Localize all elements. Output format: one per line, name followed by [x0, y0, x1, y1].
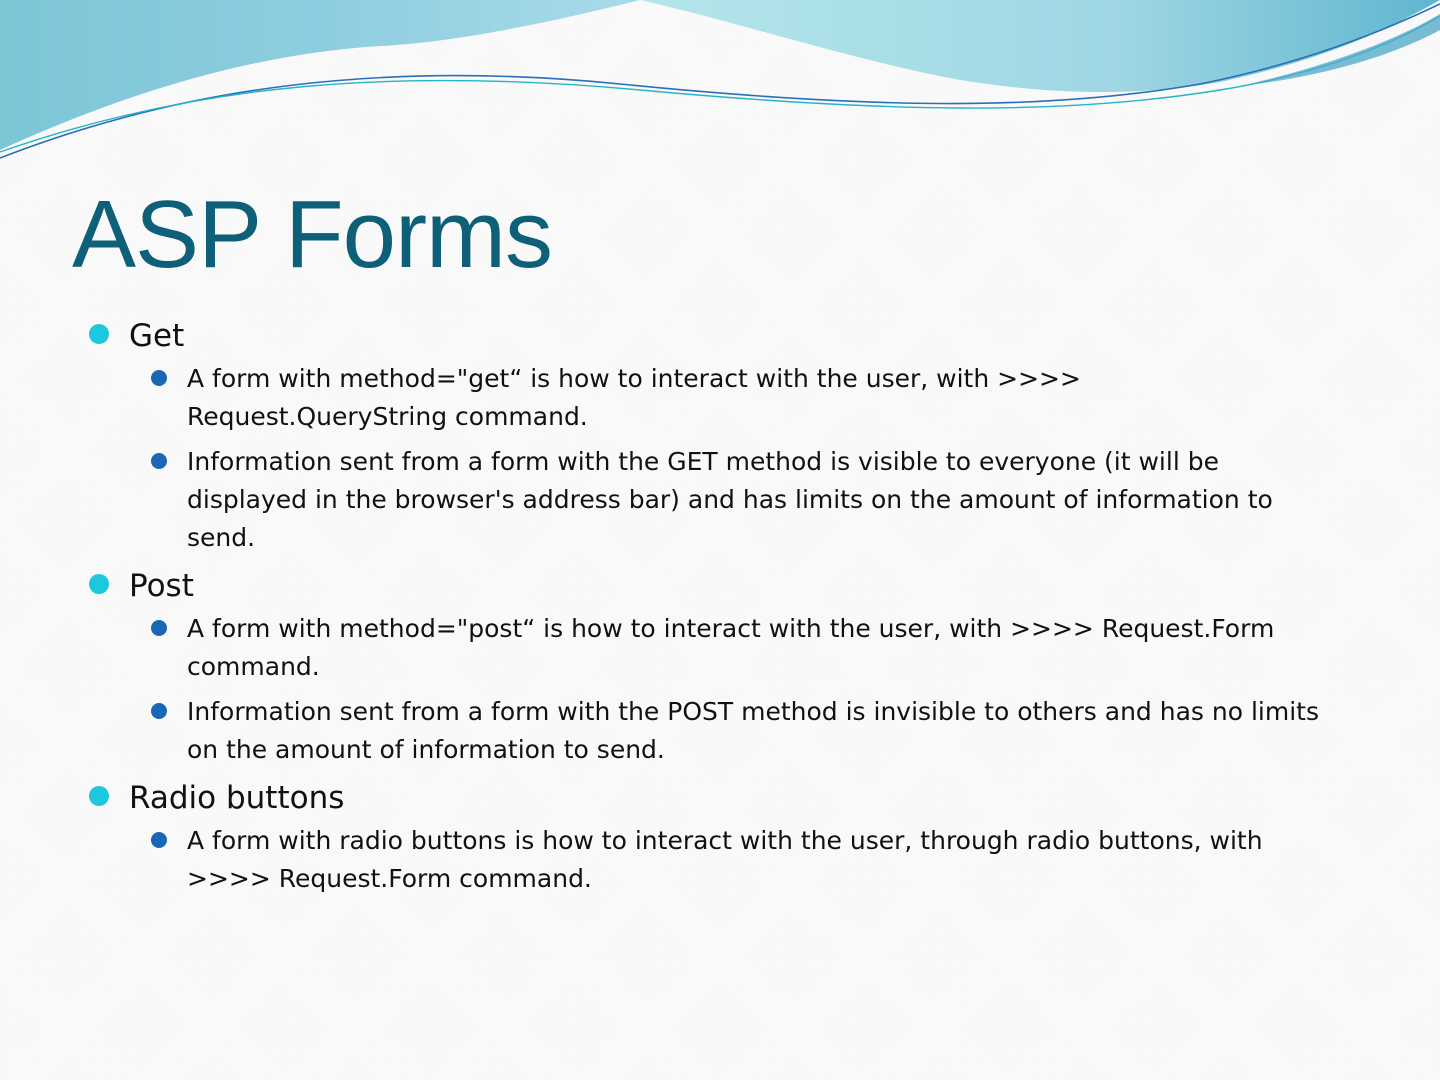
- sub-bullet-text: A form with radio buttons is how to interact with the user, through radio buttons, with >>>> Request.Form command.: [187, 826, 1263, 893]
- sublist-radio-buttons: [88, 822, 1348, 898]
- sublist-get: [88, 360, 1348, 557]
- bullet-dot-icon: [89, 574, 109, 594]
- sub-bullet: [88, 610, 1348, 686]
- bullet-list: [88, 312, 1348, 905]
- sub-bullet-text: Information sent from a form with the POST method is invisible to others and has no limits on the amount of information to send.: [187, 697, 1319, 764]
- sub-bullet: [88, 443, 1348, 557]
- sub-bullet-text: A form with method="get“ is how to interact with the user, with >>>> Request.QueryString command.: [187, 364, 1081, 431]
- wave-band-left: [0, 0, 640, 150]
- sub-bullet-dot-icon: [151, 703, 167, 719]
- sub-bullet: [88, 822, 1348, 898]
- slide-title: ASP Forms: [72, 181, 552, 288]
- sub-bullet-dot-icon: [151, 370, 167, 386]
- header-wave-decoration: [0, 0, 1440, 170]
- bullet-get-label: Get: [129, 318, 185, 354]
- sublist-post: [88, 610, 1348, 769]
- sub-bullet: [88, 360, 1348, 436]
- bullet-radio-buttons: [88, 776, 1348, 820]
- bullet-get: [88, 314, 1348, 358]
- sub-bullet-dot-icon: [151, 620, 167, 636]
- bullet-post-label: Post: [129, 568, 194, 604]
- bullet-dot-icon: [89, 786, 109, 806]
- wave-band-right: [640, 0, 1440, 92]
- sub-bullet-text: A form with method="post“ is how to interact with the user, with >>>> Request.Form command.: [187, 614, 1275, 681]
- bullet-radio-buttons-label: Radio buttons: [129, 780, 345, 816]
- bullet-post: [88, 564, 1348, 608]
- sub-bullet-dot-icon: [151, 453, 167, 469]
- sub-bullet-text: Information sent from a form with the GET method is visible to everyone (it will be displayed in the browser's address bar) and has limits on the amount of information to send.: [187, 447, 1273, 552]
- bullet-dot-icon: [89, 324, 109, 344]
- sub-bullet: [88, 693, 1348, 769]
- sub-bullet-dot-icon: [151, 832, 167, 848]
